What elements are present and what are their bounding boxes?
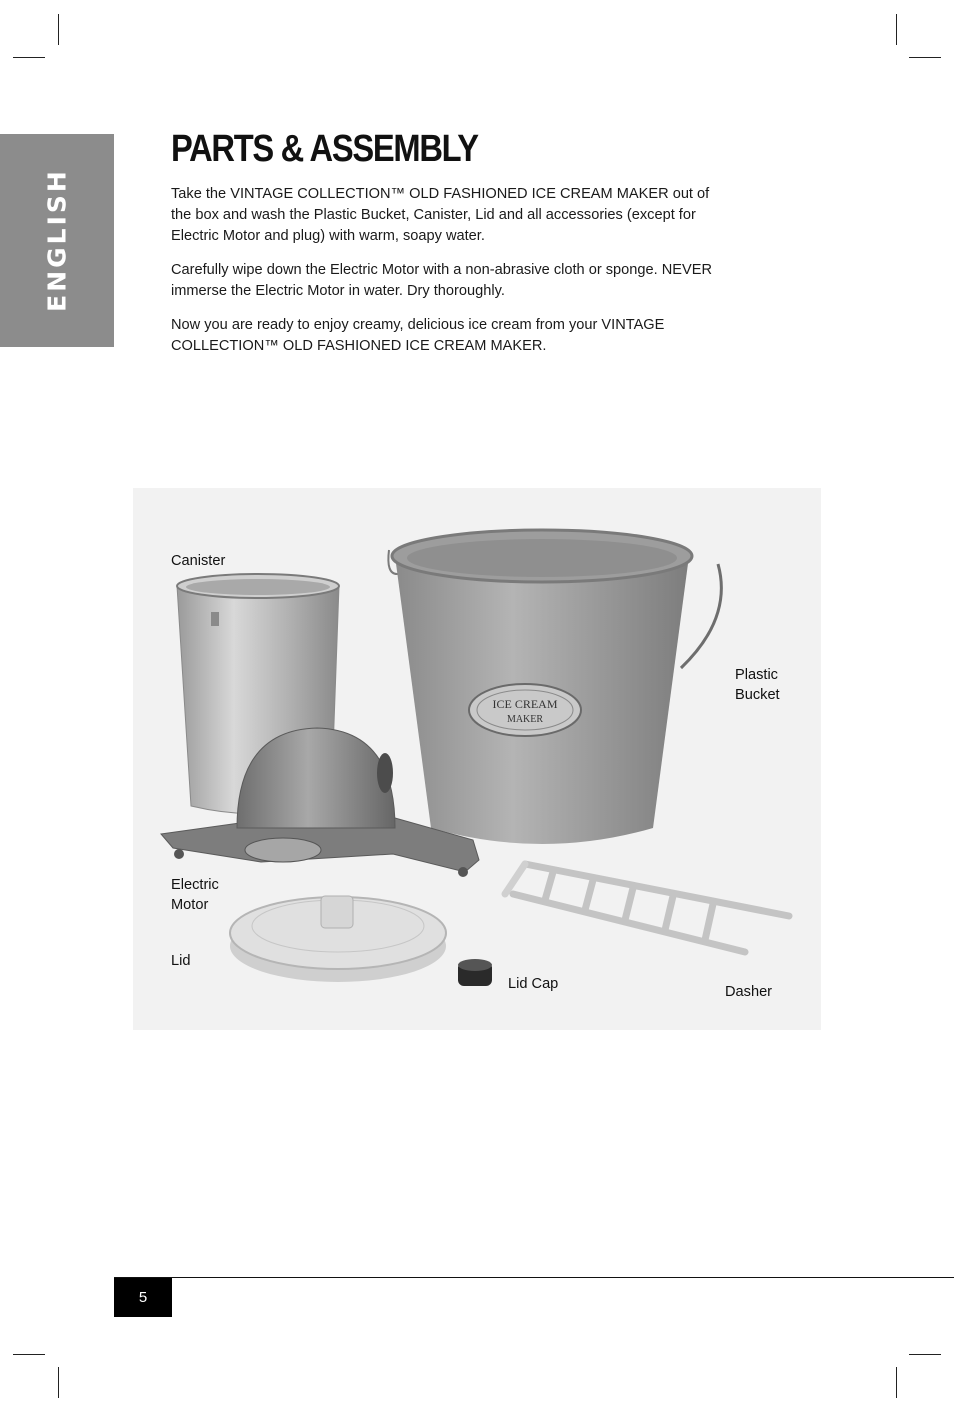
crop-mark <box>58 1367 59 1398</box>
crop-mark <box>909 57 941 58</box>
intro-paragraph: Take the VINTAGE COLLECTION™ OLD FASHIONED ICE CREAM MAKER out of the box and wash the Plastic Bucket, Canister, Lid and all accessories (except for Electric Motor and plug) with warm, soapy water. <box>171 186 710 244</box>
crop-mark <box>13 1354 45 1355</box>
parts-figure <box>133 488 821 1030</box>
label-canister: Canister <box>171 553 226 569</box>
crop-mark <box>896 14 897 45</box>
bucket-emblem-line2: MAKER <box>506 714 544 725</box>
crop-mark <box>896 1367 897 1398</box>
parts-illustration <box>133 488 821 1030</box>
language-tab <box>0 134 114 347</box>
label-plastic-bucket: Plastic Bucket <box>735 667 780 703</box>
label-electric-motor: Electric Motor <box>171 877 219 913</box>
lid-image <box>230 896 446 982</box>
ready-paragraph: Now you are ready to enjoy creamy, delicious ice cream from your VINTAGE COLLECTION™ OLD FASHIONED ICE CREAM MAKER. <box>171 317 665 354</box>
crop-mark <box>909 1354 941 1355</box>
page-title: PARTS & ASSEMBLY <box>171 128 478 170</box>
plastic-bucket-image <box>388 530 721 844</box>
footer-rule <box>114 1277 954 1278</box>
crop-mark <box>58 14 59 45</box>
page-number: 5 <box>114 1278 172 1317</box>
cleaning-paragraph: Carefully wipe down the Electric Motor with a non-abrasive cloth or sponge. NEVER immerse the Electric Motor in water. Dry thoroughly. <box>171 262 713 299</box>
dasher-image <box>505 864 789 952</box>
label-lid-cap: Lid Cap <box>508 976 559 992</box>
crop-mark <box>13 57 45 58</box>
label-dasher: Dasher <box>725 984 773 1000</box>
bucket-emblem-line1: ICE CREAM <box>492 697 558 711</box>
language-tab-label: ENGLISH <box>42 168 72 312</box>
label-lid: Lid <box>171 953 191 969</box>
lid-cap-image <box>458 959 492 986</box>
